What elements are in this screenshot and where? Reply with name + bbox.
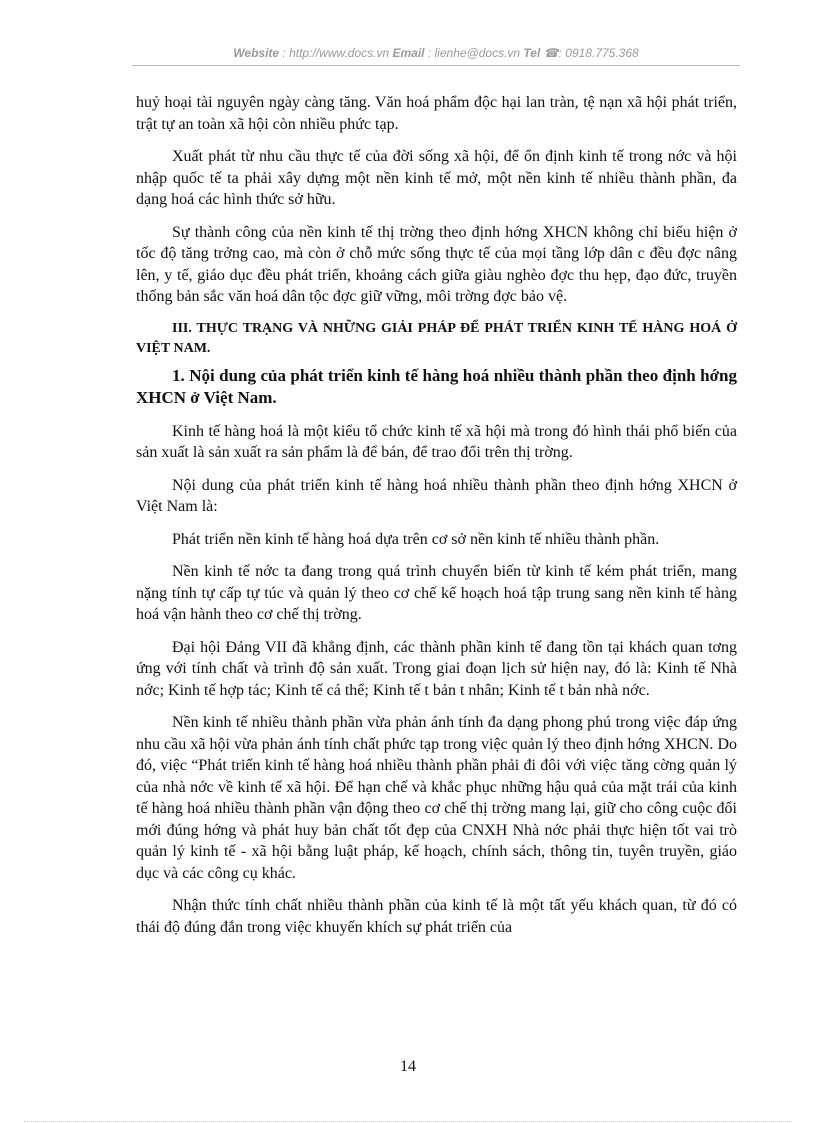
section-heading: III. THỰC TRẠNG VÀ NHỮNG GIẢI PHÁP ĐỂ PHÁT TRIỂN KINH TẾ HÀNG HOÁ Ở VIỆT NAM. — [136, 320, 737, 356]
subsection-heading: 1. Nội dung của phát triển kinh tế hàng hoá nhiều thành phần theo định hớng XHCN ở Việt Nam. — [136, 365, 737, 407]
paragraph: Nền kinh tế nhiều thành phần vừa phản ánh tính đa dạng phong phú trong việc đáp ứng nhu cầu xã hội vừa phản ánh tính chất phức tạp trong việc quản lý theo định hớng XHCN. Do đó, việc “Phát triển kinh tế hàng hoá nhiều thành phần phải đi đôi với việc tăng cờng quản lý của nhà nớc về kinh tế xã hội. Để hạn chế và khắc phục những hậu quả của mặt trái của kinh tế hàng hoá nhiều thành phần vận động theo cơ chế thị trờng mang lại, giữ cho công cuộc đổi mới đúng hớng và phát huy bản chất tốt đẹp của CNXH Nhà nớc phải thực hiện tốt vai trò quản lý kinh tế - xã hội bằng luật pháp, kế hoạch, chính sách, thông tin, tuyên truyền, giáo dục và các công cụ khác. — [136, 714, 737, 882]
paragraph: Nền kinh tế nớc ta đang trong quá trình chuyển biến từ kinh tế kém phát triển, mang nặng tính tự cấp tự túc và quản lý theo cơ chế kế hoạch hoá tập trung sang nền kinh tế hàng hoá vận hành theo cơ chế thị trờng. — [136, 563, 737, 623]
email-label: Email — [392, 46, 425, 60]
page-header — [132, 46, 740, 60]
page-bottom-border — [24, 1121, 792, 1122]
website-label: Website — [233, 46, 280, 60]
document-body — [136, 92, 737, 949]
tel-label: Tel — [523, 46, 541, 60]
page-number: 14 — [400, 1058, 416, 1075]
paragraph: Phát triển nền kinh tế hàng hoá dựa trên cơ sở nền kinh tế nhiều thành phần. — [172, 530, 660, 548]
paragraph: Sự thành công của nền kinh tế thị trờng theo định hớng XHCN không chỉ biểu hiện ở tốc độ tăng trởng cao, mà còn ở chỗ mức sống thực tế của mọi tầng lớp dân c đều đợc nâng lên, y tế, giáo dục đều phát triển, khoảng cách giữa giàu nghèo đợc thu hẹp, đạo đức, truyền thống bản sắc văn hoá dân tộc đợc giữ vững, môi trờng đợc bảo vệ. — [136, 223, 737, 305]
paragraph-continuation: huỷ hoại tài nguyên ngày càng tăng. Văn hoá phẩm độc hại lan tràn, tệ nạn xã hội phát triển, trật tự an toàn xã hội còn nhiều phức tạp. — [136, 94, 737, 133]
email-value: : lienhe@docs.vn — [427, 46, 521, 60]
paragraph: Nội dung của phát triển kinh tế hàng hoá nhiều thành phần theo định hớng XHCN ở Việt Nam là: — [136, 476, 737, 515]
header-divider — [132, 65, 740, 66]
paragraph: Xuất phát từ nhu cầu thực tế của đời sống xã hội, để ổn định kinh tế trong nớc và hội nhập quốc tế ta phải xây dựng một nền kinh tế mở, một nền kinh tế nhiều thành phần, đa dạng hoá các hình thức sở hữu. — [136, 148, 737, 208]
tel-value: ☎: 0918.775.368 — [543, 46, 639, 60]
paragraph: Nhận thức tính chất nhiều thành phần của kinh tế là một tất yếu khách quan, từ đó có thái độ đúng đắn trong việc khuyến khích sự phát triển của — [136, 897, 737, 936]
paragraph: Đại hội Đảng VII đã khẳng định, các thành phần kinh tế đang tồn tại khách quan tơng ứng với tính chất và trình độ sản xuất. Trong giai đoạn lịch sử hiện nay, đó là: Kinh tế Nhà nớc; Kinh tế hợp tác; Kinh tế cá thể; Kinh tế t bản t nhân; Kinh tế t bản nhà nớc. — [136, 638, 737, 699]
paragraph: Kinh tế hàng hoá là một kiểu tổ chức kinh tế xã hội mà trong đó hình thái phổ biến của sản xuất là sản xuất ra sản phẩm là để bán, để trao đổi trên thị trờng. — [136, 422, 737, 461]
website-value: : http://www.docs.vn — [282, 46, 390, 60]
